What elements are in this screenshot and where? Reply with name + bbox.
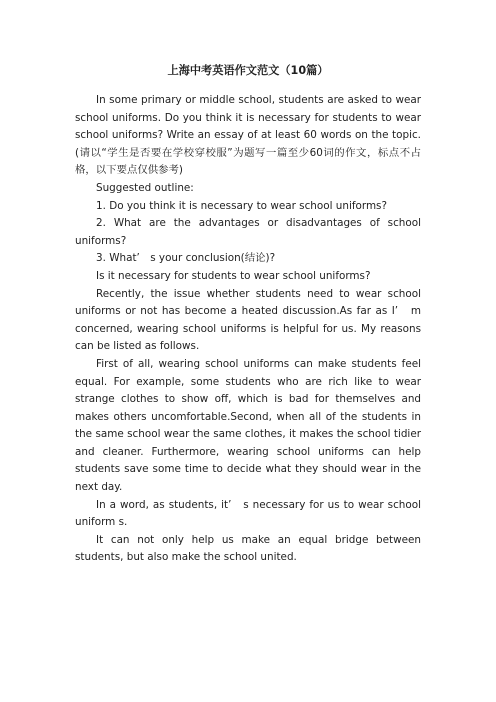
document-title: 上海中考英语作文范文（10篇）	[167, 64, 329, 77]
paragraph-prompt: In some primary or middle school, students are asked to wear school uniforms. Do you think it is necessary for students to wear school uniforms? Write an essay of at least 60 words on the topic. (请以“学生是否要在学校穿校服”为题写一篇至少60词的作文，标点不占格，以下要点仅供参考)	[75, 94, 421, 177]
paragraph-essay-body: First of all, wearing school uniforms can make students feel equal. For example, some students who are rich like to wear strange clothes to show off, which is bad for themselves and makes others uncomfortable.Second, when all of the students in the same school wear the same clothes, it makes the school tidier and cleaner. Furthermore, wearing school uniforms can help students save some time to decide what they should wear in the next day.	[75, 357, 421, 494]
paragraph-outline-item-3: 3. What’ s your conclusion(结论)?	[96, 252, 276, 265]
paragraph-essay-closing: It can not only help us make an equal bridge between students, but also make the school united.	[75, 533, 421, 564]
paragraph-essay-intro: Recently, the issue whether students need to wear school uniforms or not has become a heated discussion.As far as I’ m concerned, wearing school uniforms is helpful for us. My reasons can be listed as follows.	[75, 287, 421, 353]
paragraph-essay-conclusion: In a word, as students, it’ s necessary for us to wear school uniform s.	[75, 498, 421, 529]
paragraph-outline-heading: Suggested outline:	[96, 181, 194, 194]
paragraph-essay-title: Is it necessary for students to wear school uniforms?	[96, 269, 371, 282]
paragraph-outline-item-2: 2. What are the advantages or disadvantages of school uniforms?	[75, 217, 421, 247]
paragraph-outline-item-1: 1. Do you think it is necessary to wear school uniforms?	[96, 199, 387, 212]
